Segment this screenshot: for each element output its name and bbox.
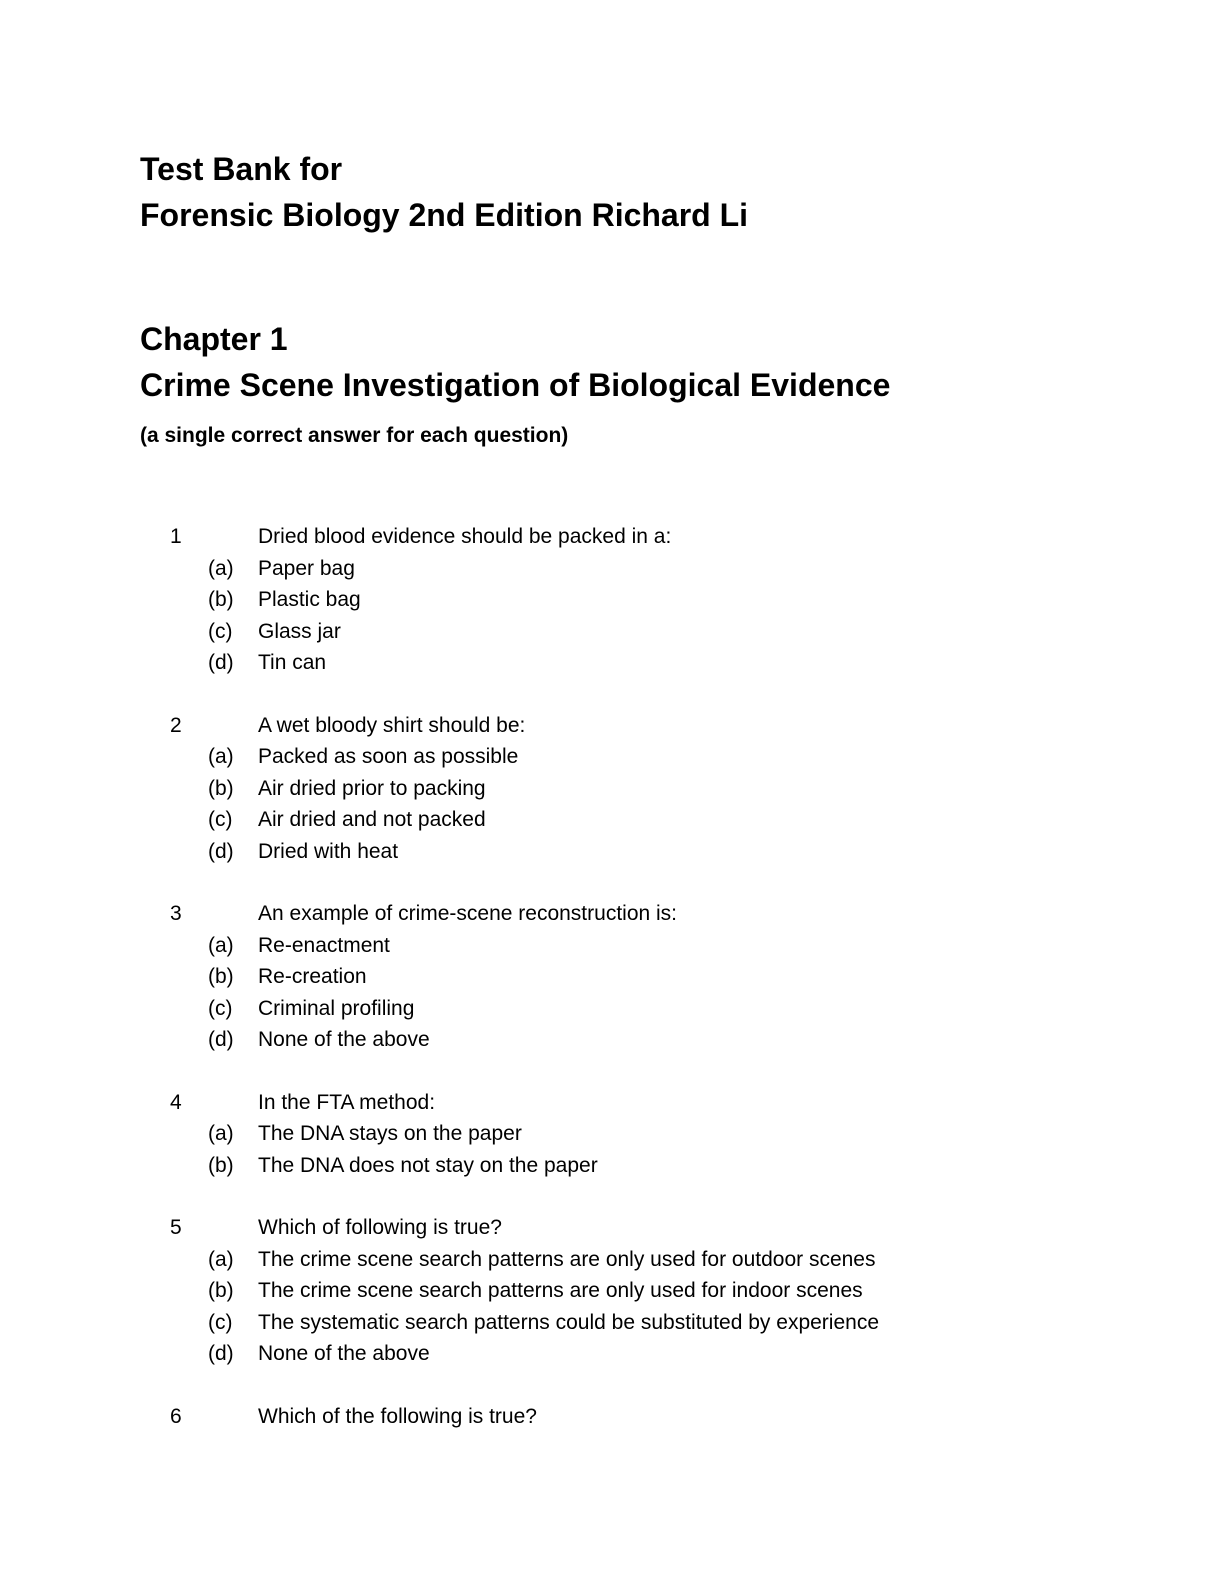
option-text: Re-enactment — [258, 933, 390, 957]
question-text: Dried blood evidence should be packed in a: — [258, 525, 672, 548]
answer-option-row — [0, 961, 1224, 993]
option-letter: (b) — [208, 776, 234, 800]
chapter-heading-line2: Crime Scene Investigation of Biological Evidence — [140, 367, 891, 403]
option-text: Packed as soon as possible — [258, 745, 519, 768]
option-text: Tin can — [258, 651, 327, 674]
option-text: Dried with heat — [258, 839, 399, 863]
question-text: A wet bloody shirt should be: — [258, 713, 526, 737]
chapter-heading-line1: Chapter 1 — [140, 321, 288, 357]
answer-option-row — [0, 773, 1224, 805]
option-letter: (a) — [208, 745, 234, 768]
option-letter: (c) — [208, 1310, 233, 1334]
option-text: None of the above — [258, 1342, 430, 1365]
document-title — [140, 146, 1164, 238]
document-title-line1: Test Bank for — [140, 151, 343, 187]
option-letter: (b) — [208, 1279, 234, 1302]
answer-option-row — [0, 1244, 1224, 1276]
instruction-note: (a single correct answer for each question) — [140, 424, 569, 447]
option-text: The systematic search patterns could be substituted by experience — [258, 1310, 879, 1334]
question-text: Which of following is true? — [258, 1216, 502, 1239]
question-header-row — [0, 1401, 1224, 1433]
option-letter: (d) — [208, 839, 234, 863]
answer-option-row — [0, 1150, 1224, 1182]
answer-option-row — [0, 584, 1224, 616]
option-text: None of the above — [258, 1028, 430, 1051]
option-letter: (b) — [208, 588, 234, 611]
answer-option-row — [0, 1275, 1224, 1307]
question-header-row — [0, 1087, 1224, 1119]
question-number: 4 — [170, 1090, 182, 1114]
option-letter: (a) — [208, 1247, 234, 1271]
answer-option-row — [0, 1024, 1224, 1056]
option-text: Re-creation — [258, 965, 367, 988]
answer-option-row — [0, 1307, 1224, 1339]
answer-option-row — [0, 836, 1224, 868]
option-letter: (c) — [208, 996, 233, 1020]
answer-option-row — [0, 993, 1224, 1025]
question-text: In the FTA method: — [258, 1090, 436, 1114]
question-options — [0, 553, 1224, 679]
option-text: Paper bag — [258, 556, 355, 580]
question-block — [0, 710, 1224, 868]
option-text: The DNA does not stay on the paper — [258, 1153, 598, 1177]
option-letter: (c) — [208, 808, 233, 831]
option-text: Air dried and not packed — [258, 808, 486, 831]
option-letter: (d) — [208, 1342, 234, 1365]
question-text: Which of the following is true? — [258, 1404, 537, 1428]
option-text: Air dried prior to packing — [258, 776, 486, 800]
question-list — [0, 521, 1224, 1432]
document-title-line2: Forensic Biology 2nd Edition Richard Li — [140, 197, 749, 233]
option-letter: (a) — [208, 933, 234, 957]
option-text: The DNA stays on the paper — [258, 1122, 522, 1145]
option-letter: (b) — [208, 1153, 234, 1177]
chapter-heading — [140, 316, 1164, 408]
answer-option-row — [0, 741, 1224, 773]
question-options — [0, 930, 1224, 1056]
question-number: 5 — [170, 1216, 182, 1239]
question-number: 3 — [170, 902, 182, 925]
option-text: Glass jar — [258, 619, 341, 643]
question-options — [0, 1244, 1224, 1370]
option-letter: (b) — [208, 965, 234, 988]
question-header-row — [0, 898, 1224, 930]
answer-option-row — [0, 804, 1224, 836]
option-text: Plastic bag — [258, 588, 361, 611]
question-options — [0, 741, 1224, 867]
answer-option-row — [0, 553, 1224, 585]
option-letter: (d) — [208, 1028, 234, 1051]
question-block — [0, 521, 1224, 679]
answer-option-row — [0, 930, 1224, 962]
answer-option-row — [0, 1118, 1224, 1150]
question-number: 6 — [170, 1404, 182, 1428]
question-number: 1 — [170, 525, 182, 548]
option-text: The crime scene search patterns are only used for indoor scenes — [258, 1279, 863, 1302]
question-header-row — [0, 521, 1224, 553]
option-letter: (c) — [208, 619, 233, 643]
answer-option-row — [0, 616, 1224, 648]
option-text: The crime scene search patterns are only used for outdoor scenes — [258, 1247, 876, 1271]
question-header-row — [0, 710, 1224, 742]
question-block — [0, 898, 1224, 1056]
answer-option-row — [0, 1338, 1224, 1370]
option-text: Criminal profiling — [258, 996, 415, 1020]
option-letter: (d) — [208, 651, 234, 674]
question-text: An example of crime-scene reconstruction is: — [258, 902, 678, 925]
option-letter: (a) — [208, 1122, 234, 1145]
question-number: 2 — [170, 713, 182, 737]
option-letter: (a) — [208, 556, 234, 580]
question-options — [0, 1118, 1224, 1181]
question-block — [0, 1212, 1224, 1370]
question-block — [0, 1401, 1224, 1433]
question-block — [0, 1087, 1224, 1182]
answer-option-row — [0, 647, 1224, 679]
question-header-row — [0, 1212, 1224, 1244]
